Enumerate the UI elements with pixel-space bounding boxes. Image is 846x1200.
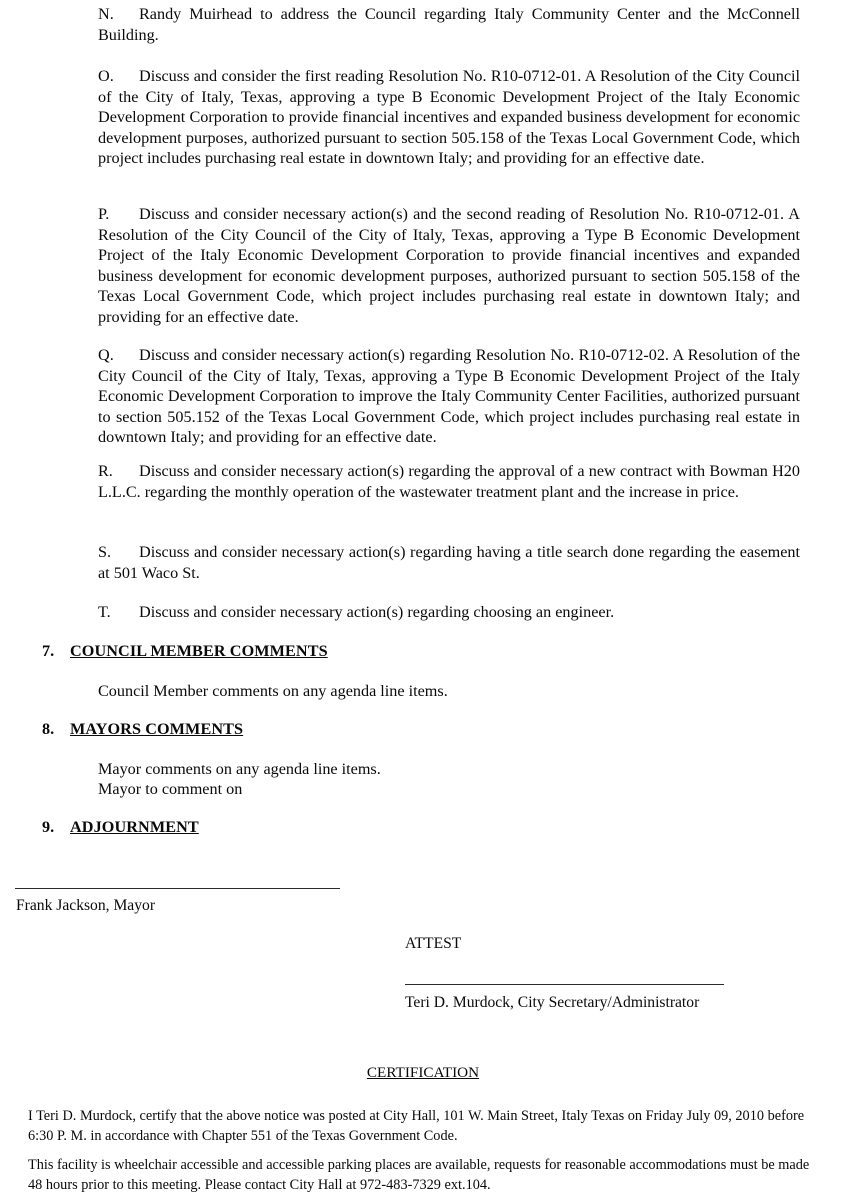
attest-label: ATTEST [405,935,462,952]
agenda-item-letter: P. [98,205,110,223]
agenda-item-text: Discuss and consider the first reading Resolution No. R10-0712-01. A Resolution of the City Council of the City of Italy, Texas, approving a type B Economic Development Project of the Italy Economic Development Corporation to provide financial incentives and expanded business development for economic development purposes, authorized pursuant to section 505.158 of the Texas Local Government Code, which project includes purchasing real estate in downtown Italy; and providing for an effective date. [98,67,800,168]
agenda-item-letter: R. [98,462,113,480]
section-7-line-1: Council Member comments on any agenda line items. [98,682,448,700]
section-number: 8. [42,720,55,738]
section-title: MAYORS COMMENTS [70,720,244,738]
certification-title: CERTIFICATION [366,1064,480,1081]
agenda-item-r [98,461,800,502]
accessibility-notice: This facility is wheelchair accessible and accessible parking places are available, requests for reasonable accommodations must be made 48 hours prior to this meeting. Please contact City Hall at 972-483-7329 ext.104. [28,1157,810,1193]
agenda-item-text: Discuss and consider necessary action(s) regarding the approval of a new contract with Bowman H20 L.L.C. regarding the monthly operation of the wastewater treatment plant and the increase in price. [98,462,800,501]
section-title: COUNCIL MEMBER COMMENTS [70,642,328,660]
section-heading-council-member-comments [42,641,328,661]
agenda-item-s [98,542,800,583]
secretary-signature-name: Teri D. Murdock, City Secretary/Administrator [405,994,700,1011]
mayor-signature-name: Frank Jackson, Mayor [16,897,156,914]
section-8-line-1: Mayor comments on any agenda line items. [98,760,381,778]
agenda-item-letter: T. [98,603,111,621]
section-8-line-2: Mayor to comment on [98,780,243,798]
certification-statement: I Teri D. Murdock, certify that the above notice was posted at City Hall, 101 W. Main Street, Italy Texas on Friday July 09, 2010 before 6:30 P. M. in accordance with Chapter 551 of the Texas Government Code. [28,1108,805,1144]
secretary-signature-line [405,984,724,985]
section-heading-mayors-comments [42,719,243,739]
agenda-item-letter: O. [98,67,114,85]
agenda-item-text: Discuss and consider necessary action(s) regarding having a title search done regarding the easement at 501 Waco St. [98,543,800,582]
section-heading-adjournment [42,817,199,837]
section-title: ADJOURNMENT [70,818,199,836]
agenda-item-text: Discuss and consider necessary action(s) regarding choosing an engineer. [139,603,615,621]
agenda-item-letter: N. [98,5,114,23]
agenda-item-o [98,66,800,169]
mayor-signature-line [15,888,340,889]
agenda-item-text: Randy Muirhead to address the Council regarding Italy Community Center and the McConnell Building. [98,5,800,44]
agenda-item-text: Discuss and consider necessary action(s) regarding Resolution No. R10-0712-02. A Resolution of the City Council of the City of Italy, Texas, approving a Type B Economic Development Project of the Italy Economic Development Corporation to improve the Italy Community Center Facilities, authorized pursuant to section 505.152 of the Texas Local Government Code, which project includes purchasing real estate in downtown Italy; and providing for an effective date. [98,346,800,447]
agenda-item-p [98,204,800,328]
section-number: 7. [42,642,55,660]
agenda-item-t [98,602,800,623]
section-number: 9. [42,818,55,836]
agenda-item-q [98,345,800,448]
agenda-item-letter: S. [98,543,112,561]
agenda-item-letter: Q. [98,346,114,364]
agenda-item-text: Discuss and consider necessary action(s) and the second reading of Resolution No. R10-0712-01. A Resolution of the City Council of the City of Italy, Texas, approving a Type B Economic Development Project of the Italy Economic Development Corporation to provide financial incentives and expanded business development for economic development purposes, authorized pursuant to section 505.158 of the Texas Local Government Code, which project includes purchasing real estate in downtown Italy; and providing for an effective date. [98,205,800,326]
agenda-item-n [98,4,800,45]
